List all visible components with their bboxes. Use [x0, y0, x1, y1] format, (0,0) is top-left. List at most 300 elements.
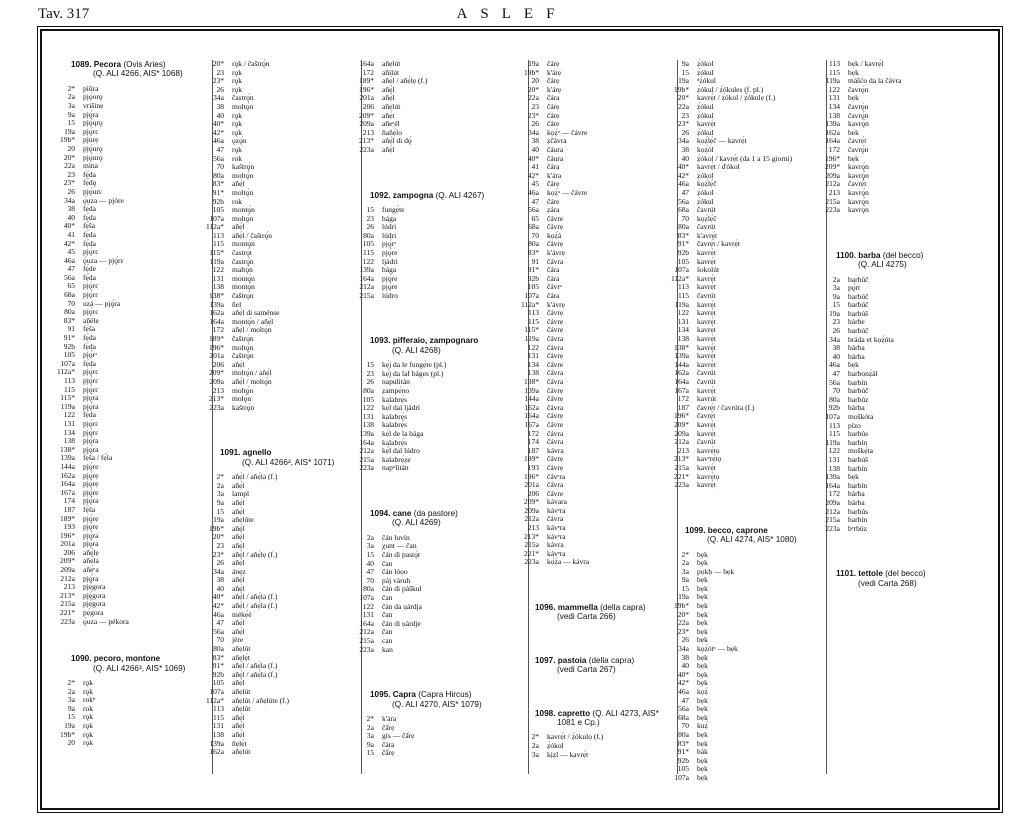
- dialect-form: añẹlẹ́t: [232, 652, 250, 662]
- locality-code: 122: [212, 265, 224, 275]
- dialect-form: kẹ́j da le fungẹ́te (pl.): [382, 360, 447, 370]
- plate-number: Tav. 317: [38, 6, 90, 22]
- dialect-form: čárẹ: [547, 179, 560, 189]
- dialect-form: rokʰ: [83, 695, 96, 705]
- dialect-form: ẓára: [547, 205, 560, 215]
- column-3: [340, 60, 525, 758]
- dialect-form: añẹ́l: [232, 540, 245, 550]
- spacer: [190, 420, 358, 428]
- locality-code: 113: [829, 420, 840, 430]
- entry-row: [340, 749, 525, 758]
- locality-code: 22a: [678, 101, 689, 111]
- dialect-form: k'ávrẹ: [547, 299, 566, 309]
- dialect-form: pìūra: [83, 83, 99, 93]
- locality-code: 138: [212, 729, 224, 739]
- dialect-form: ẓampẹ́no: [382, 386, 410, 396]
- locality-code: 2a: [681, 558, 689, 568]
- locality-code: 2a: [531, 741, 539, 751]
- dialect-form: čára: [547, 273, 560, 283]
- locality-code: 107a: [359, 592, 374, 602]
- entry-row: [505, 69, 675, 78]
- locality-code: 3a: [681, 566, 689, 576]
- locality-code: 113: [829, 59, 840, 68]
- dialect-form: ñel: [232, 299, 242, 309]
- dialect-form: k'árẹ: [547, 84, 562, 94]
- locality-code: 209*: [359, 110, 374, 120]
- dialect-form: lúdri: [382, 222, 397, 232]
- dialect-form: čárẹ: [547, 59, 560, 68]
- dialect-form: kavrẹ́tọ: [697, 471, 720, 481]
- section-title: 1100. barba: [836, 250, 881, 260]
- locality-code: 20*: [677, 609, 689, 619]
- section-title: 1096. mammella: [535, 603, 598, 613]
- section-title: 1098. capretto: [535, 708, 591, 718]
- section-reference: (Q. ALI 4275): [858, 260, 907, 270]
- section-title: 1097. pastoia: [535, 655, 587, 665]
- entry-row: [190, 473, 358, 482]
- dialect-form: čávra: [547, 480, 564, 490]
- dialect-form: bága: [382, 213, 397, 223]
- column-1: [41, 60, 209, 748]
- locality-code: 131: [828, 93, 840, 103]
- locality-code: 91: [531, 256, 539, 266]
- dialect-form: añẹ́l: [232, 618, 245, 628]
- entry-row: [655, 559, 825, 568]
- dialect-form: vrišinẹ: [83, 101, 104, 110]
- dialect-form: čaštrǫ́n: [232, 291, 254, 301]
- dialect-form: moltǫ́n: [232, 170, 254, 180]
- dialect-form: ẓ́ókol: [547, 741, 564, 751]
- locality-code: 115: [213, 239, 224, 249]
- locality-code: 40*: [677, 669, 689, 679]
- locality-code: 201a: [524, 480, 539, 490]
- dialect-form: pjǫ́rᵊ: [382, 239, 397, 249]
- dialect-form: bẹk: [697, 661, 708, 671]
- entry-row: [190, 404, 358, 413]
- locality-code: 38: [832, 343, 840, 353]
- locality-code: 56a: [213, 153, 224, 163]
- dialect-form: bárba: [848, 343, 865, 353]
- dialect-form: pjǫ́rɛ: [83, 290, 99, 300]
- dialect-form: añẹ́l: [232, 179, 245, 189]
- dialect-form: ñẹlẹ́t: [232, 738, 247, 748]
- locality-code: 2*: [67, 678, 75, 688]
- dialect-form: kavrẹ́t: [697, 428, 716, 438]
- dialect-form: ẓčávra: [547, 136, 567, 146]
- locality-code: 20: [531, 76, 539, 86]
- dialect-form: añẹ́l di saménse: [232, 308, 280, 318]
- locality-code: 193: [63, 522, 75, 532]
- dialect-form: pjǫ́re: [83, 487, 99, 497]
- locality-code: 119a: [825, 437, 840, 447]
- dialect-form: bẹk: [697, 764, 708, 774]
- locality-code: 138: [828, 463, 840, 473]
- entry-row: [190, 748, 358, 757]
- dialect-form: montǫ́n / añẹ́l: [232, 316, 274, 326]
- locality-code: 2a: [67, 92, 75, 102]
- dialect-form: añẹ́l: [382, 84, 395, 94]
- entry-row: [41, 705, 209, 714]
- locality-code: 113: [64, 376, 75, 385]
- locality-code: 19a: [64, 126, 75, 136]
- dialect-form: fẹ́ša: [83, 504, 96, 514]
- locality-code: 201a: [60, 539, 75, 549]
- locality-code: 134: [677, 325, 689, 335]
- section-gloss: (del becco): [882, 569, 926, 579]
- locality-code: 138: [828, 110, 840, 120]
- column-6: [806, 60, 996, 594]
- section-gloss: (della capra): [586, 655, 635, 665]
- dialect-form: bárbe: [848, 317, 865, 327]
- dialect-form: bẹk: [697, 626, 708, 636]
- dialect-form: kọẓ́: [697, 687, 708, 696]
- dialect-form: pjǫ́re: [83, 461, 99, 471]
- dialect-form: ẓ́ókol: [697, 59, 714, 68]
- dialect-form: kọẓ́lẹ́č: [697, 213, 717, 223]
- dialect-form: ǫ́uza — pjóre: [83, 195, 124, 205]
- section-title: 1090. pecoro, montone: [71, 654, 161, 664]
- entry-row: [655, 60, 825, 69]
- locality-code: 15: [67, 712, 75, 722]
- section-gloss: (Ovis Aries): [121, 60, 166, 69]
- locality-code: 80a: [64, 307, 75, 317]
- dialect-form: barbúš: [848, 454, 868, 464]
- dialect-form: čávra: [547, 342, 564, 352]
- locality-code: 139a: [60, 453, 75, 463]
- locality-code: 80a: [528, 239, 539, 249]
- locality-code: 105: [63, 350, 75, 360]
- locality-code: 2*: [366, 713, 374, 723]
- dialect-form: uzá — pjǫ́ra: [83, 298, 121, 308]
- entry-row: [655, 576, 825, 585]
- dialect-form: kávara: [547, 497, 567, 507]
- locality-code: 2*: [216, 472, 224, 482]
- locality-code: 189*: [359, 76, 374, 86]
- section-reference: (Q. ALI 4269): [392, 518, 441, 528]
- entry-row: [340, 146, 525, 155]
- spacer: [340, 654, 525, 662]
- dialect-form: barbúč: [848, 300, 869, 310]
- locality-code: 112a*: [520, 299, 539, 309]
- dialect-form: añẹlút: [232, 747, 251, 757]
- locality-code: 162a: [209, 308, 224, 318]
- dialect-form: čavrẹ́t: [697, 411, 716, 421]
- dialect-form: barbín: [848, 480, 868, 490]
- dialect-form: bẹk: [848, 67, 859, 77]
- entry-row: [655, 774, 825, 783]
- locality-code: 134: [63, 427, 75, 437]
- dialect-form: čavrǫ́n: [848, 101, 869, 111]
- locality-code: 20*: [527, 84, 539, 94]
- locality-code: 131: [828, 454, 840, 464]
- entry-row: [190, 611, 358, 620]
- dialect-form: añẹ́l: [232, 497, 245, 507]
- locality-code: 15: [67, 118, 75, 128]
- dialect-form: kọẓ́ótᵃ — bẹk: [697, 644, 738, 654]
- dialect-form: čavrǫ́n: [848, 110, 869, 120]
- locality-code: 80a: [363, 230, 374, 240]
- dialect-form: lampl: [232, 489, 250, 499]
- locality-code: 223a: [825, 523, 840, 533]
- locality-code: 115: [363, 247, 374, 257]
- dialect-form: čávre: [547, 213, 564, 223]
- locality-code: 193: [527, 462, 539, 472]
- dialect-form: añẹ́l: [232, 583, 245, 593]
- locality-code: 41: [531, 162, 539, 172]
- locality-code: 9a: [67, 109, 75, 119]
- dialect-form: barbúš: [848, 308, 868, 318]
- locality-code: 212a: [359, 446, 374, 456]
- dialect-form: añẹ́l: [232, 678, 245, 688]
- dialect-form: čávrẹ: [547, 411, 564, 421]
- locality-code: 38: [216, 575, 224, 585]
- locality-code: 138*: [60, 444, 75, 454]
- dialect-form: čavrẹ́t / čavrúta (f.): [697, 402, 755, 412]
- locality-code: 213*: [60, 590, 75, 600]
- dialect-form: pjǫ́rɛ: [83, 376, 99, 385]
- dialect-form: ljádri: [382, 256, 398, 266]
- dialect-form: añẹ́t: [382, 110, 395, 120]
- dialect-form: čáura: [547, 153, 564, 163]
- dialect-form: añẹ́l / añẹ́la (f.): [232, 601, 278, 611]
- dialect-form: pjurẹ: [83, 135, 99, 145]
- dialect-form: rǫk: [83, 729, 93, 739]
- dialect-form: rok: [232, 153, 242, 163]
- locality-code: 107a: [60, 358, 75, 368]
- locality-code: 40*: [527, 153, 539, 163]
- locality-code: 92b: [212, 196, 224, 206]
- locality-code: 162a: [60, 470, 75, 480]
- section-heading: [71, 60, 209, 79]
- locality-code: 139a: [674, 351, 689, 361]
- locality-code: 46a: [64, 255, 75, 265]
- dialect-form: pjǫ́rɛ: [83, 427, 99, 437]
- entry-row: [190, 551, 358, 560]
- dialect-form: kalabrẹ́s: [382, 420, 407, 430]
- dialect-form: napᵘlitán: [382, 463, 409, 473]
- locality-code: 189*: [60, 513, 75, 523]
- dialect-form: kavrẹ́tọ: [697, 445, 720, 455]
- locality-code: 105: [362, 394, 374, 404]
- locality-code: 91*: [527, 265, 539, 275]
- locality-code: 107a: [674, 772, 689, 782]
- locality-code: 206: [63, 547, 75, 557]
- section-gloss: (della capra): [597, 603, 646, 613]
- spacer: [806, 541, 996, 549]
- dialect-form: bẹk: [697, 601, 708, 611]
- column-2: [190, 60, 358, 757]
- locality-code: 105: [527, 282, 539, 292]
- dialect-form: añẹ́l / añẹ́lẹ (f.): [382, 76, 428, 86]
- dialect-form: añẹ́l / añẹ́la (f.): [232, 669, 278, 679]
- dialect-form: ǫ́uza — pjǫ́rɛ: [83, 255, 124, 265]
- dialect-form: kalabrẹ́s: [382, 411, 407, 421]
- entry-row: [41, 93, 209, 102]
- spacer: [340, 481, 525, 489]
- locality-code: 15: [681, 583, 689, 593]
- section-heading: [370, 509, 525, 528]
- locality-code: 115: [829, 429, 840, 439]
- locality-code: 209*: [674, 419, 689, 429]
- locality-code: 209a: [825, 497, 840, 507]
- locality-code: 19a: [678, 592, 689, 602]
- section-reference: (vedi Carta 267): [557, 665, 616, 675]
- locality-code: 15: [366, 360, 374, 370]
- locality-code: 68a: [64, 290, 75, 300]
- locality-code: 139a: [359, 265, 374, 275]
- dialect-form: ẓ́ókol: [697, 170, 714, 180]
- locality-code: 223a: [359, 144, 374, 154]
- locality-code: 174: [63, 496, 75, 506]
- locality-code: 9a: [67, 703, 75, 713]
- locality-code: 206: [527, 488, 539, 498]
- locality-code: 3a: [216, 489, 224, 499]
- locality-code: 26: [531, 119, 539, 129]
- dialect-form: bẹk: [848, 93, 859, 103]
- locality-code: 139a: [359, 429, 374, 439]
- locality-code: 113: [678, 282, 689, 292]
- dialect-form: kavrẹ́t: [697, 308, 716, 318]
- dialect-form: kavrút: [697, 394, 717, 404]
- locality-code: 138: [677, 334, 689, 343]
- locality-code: 46a: [829, 360, 840, 370]
- locality-code: 172: [677, 394, 689, 404]
- section-heading: [71, 654, 209, 673]
- locality-code: 47: [681, 695, 689, 705]
- locality-code: 9a: [832, 291, 840, 301]
- locality-code: 187: [677, 402, 689, 412]
- dialect-form: añẹlút: [232, 687, 251, 696]
- locality-code: 209*: [209, 368, 224, 378]
- dialect-form: čávrẹ: [547, 454, 564, 464]
- dialect-form: kavrǫ́n: [848, 162, 869, 172]
- locality-code: 9a: [681, 59, 689, 68]
- locality-code: 201a: [209, 351, 224, 361]
- dialect-form: kalabrẹ́s: [382, 394, 407, 404]
- dialect-form: añẹlút / añẹlúte (f.): [232, 695, 290, 705]
- locality-code: 70: [832, 386, 840, 396]
- spacer: [340, 163, 525, 171]
- dialect-form: kọẓ́lẹ́č — kavrẹ́t: [697, 136, 747, 146]
- locality-code: 139a: [825, 119, 840, 129]
- dialect-form: fẹ́da: [83, 410, 96, 420]
- locality-code: 15: [366, 204, 374, 214]
- spacer: [505, 567, 675, 575]
- locality-code: 83*: [677, 738, 689, 748]
- dialect-form: fẹ́da: [83, 169, 96, 179]
- dialect-form: bẹk: [697, 549, 708, 559]
- dialect-form: kuẓ́: [697, 721, 708, 731]
- locality-code: 40: [832, 351, 840, 361]
- dialect-form: čávre: [547, 488, 564, 498]
- dialect-form: bẹk: [697, 583, 708, 593]
- section-title: 1092. zampogna: [370, 190, 434, 200]
- dialect-form: rok: [83, 703, 93, 713]
- dialect-form: pjǫ́re: [382, 273, 398, 283]
- spacer: [806, 533, 996, 541]
- spacer: [340, 473, 525, 481]
- section-title: 1094. cane: [370, 509, 412, 518]
- locality-code: 26: [216, 558, 224, 568]
- dialect-form: pjǫ́rɛ: [83, 281, 99, 291]
- entry-row: [190, 533, 358, 542]
- dialect-form: čavrǫ́n: [848, 84, 869, 94]
- locality-code: 92b: [63, 341, 75, 351]
- section-reference: (Q. ALI 4270, AIS* 1079): [392, 699, 482, 709]
- entry-row: [190, 482, 358, 491]
- dialect-form: páj vàruh: [382, 575, 411, 585]
- dialect-form: čáre: [547, 196, 560, 206]
- locality-code: 215a: [674, 462, 689, 472]
- locality-code: 215a: [359, 454, 374, 464]
- locality-code: 34a: [678, 136, 689, 146]
- dialect-form: añẹlúte: [232, 515, 254, 525]
- locality-code: 115*: [60, 393, 75, 403]
- dialect-form: čan: [382, 610, 393, 620]
- locality-code: 122: [677, 308, 689, 318]
- locality-code: 46a: [678, 687, 689, 696]
- section-heading: [220, 448, 358, 467]
- locality-code: 22a: [678, 618, 689, 628]
- dialect-form: bák: [697, 747, 708, 757]
- locality-code: 91*: [212, 661, 224, 671]
- locality-code: 122: [63, 410, 75, 420]
- dialect-form: can: [382, 635, 393, 645]
- dialect-form: pjǫ́ra: [83, 530, 99, 540]
- dialect-form: bẹk: [697, 652, 708, 662]
- dialect-form: fẹ́da: [83, 238, 96, 248]
- entry-row: [655, 568, 825, 577]
- locality-code: 115: [213, 712, 224, 722]
- locality-code: 56a: [213, 626, 224, 636]
- locality-code: 223a: [524, 557, 539, 567]
- locality-code: 19b*: [60, 729, 75, 739]
- locality-code: 80a: [363, 584, 374, 594]
- locality-code: 19a: [213, 515, 224, 525]
- spacer: [655, 498, 825, 506]
- locality-code: 20*: [677, 93, 689, 103]
- locality-code: 167a: [674, 385, 689, 395]
- dialect-form: barbúč: [848, 274, 869, 284]
- dialect-form: čavrút: [697, 205, 716, 215]
- locality-code: 213: [362, 127, 374, 137]
- dialect-form: čaštrǫ́n: [232, 351, 254, 361]
- locality-code: 112a*: [56, 367, 75, 377]
- dialect-form: bẹk: [697, 772, 708, 782]
- locality-code: 40*: [677, 162, 689, 172]
- locality-code: 105: [212, 205, 224, 215]
- locality-code: 19a: [64, 721, 75, 730]
- entry-row: [41, 696, 209, 705]
- section-reference: (Q. ALI 4268): [392, 345, 441, 355]
- locality-code: 115*: [524, 325, 539, 335]
- locality-code: 131: [212, 721, 224, 731]
- locality-code: 2a: [366, 532, 374, 542]
- locality-code: 92b: [828, 403, 840, 413]
- dialect-form: gis — čấrẹ: [382, 731, 415, 741]
- section-reference: (Q. ALI 4266³, AIS* 1069): [93, 663, 186, 673]
- spacer: [340, 308, 525, 316]
- dialect-form: ẓ́ókol: [697, 187, 714, 197]
- locality-code: 20: [67, 738, 75, 748]
- locality-code: 34a: [213, 566, 224, 576]
- entry-row: [41, 739, 209, 748]
- locality-code: 213*: [359, 136, 374, 146]
- locality-code: 172: [828, 489, 840, 499]
- locality-code: 38: [681, 144, 689, 154]
- dialect-form: añẹ́l: [232, 222, 245, 232]
- dialect-form: bẹk: [697, 618, 708, 628]
